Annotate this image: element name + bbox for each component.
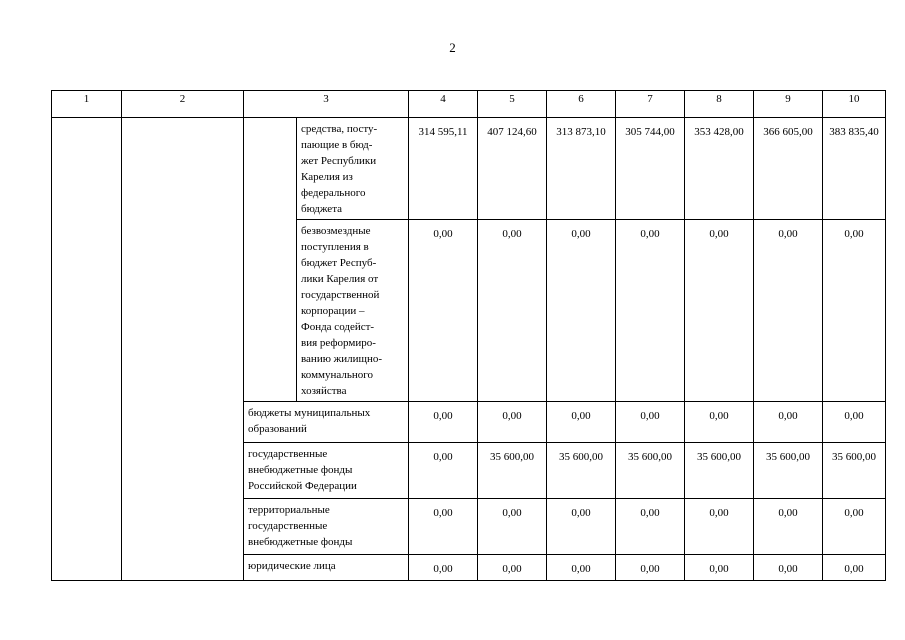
row-label: государственные внебюджетные фонды Российской Федерации bbox=[244, 443, 409, 499]
value-cell: 0,00 bbox=[547, 555, 616, 581]
value-cell: 0,00 bbox=[478, 402, 547, 443]
value-cell: 0,00 bbox=[823, 220, 886, 402]
value-cell: 383 835,40 bbox=[823, 118, 886, 220]
value-cell: 35 600,00 bbox=[823, 443, 886, 499]
value-cell: 0,00 bbox=[409, 220, 478, 402]
value-cell: 407 124,60 bbox=[478, 118, 547, 220]
value-cell: 0,00 bbox=[685, 402, 754, 443]
value-cell: 0,00 bbox=[685, 499, 754, 555]
value-cell: 0,00 bbox=[478, 499, 547, 555]
value-cell: 0,00 bbox=[547, 499, 616, 555]
value-cell: 0,00 bbox=[478, 220, 547, 402]
value-cell: 0,00 bbox=[409, 499, 478, 555]
value-cell: 314 595,11 bbox=[409, 118, 478, 220]
value-cell: 0,00 bbox=[823, 555, 886, 581]
header-cell-1: 1 bbox=[52, 91, 122, 118]
value-cell: 0,00 bbox=[685, 555, 754, 581]
row-label: юридические лица bbox=[244, 555, 409, 581]
value-cell: 35 600,00 bbox=[685, 443, 754, 499]
value-cell: 0,00 bbox=[754, 499, 823, 555]
value-cell: 353 428,00 bbox=[685, 118, 754, 220]
value-cell: 35 600,00 bbox=[478, 443, 547, 499]
value-cell: 0,00 bbox=[754, 402, 823, 443]
value-cell: 35 600,00 bbox=[547, 443, 616, 499]
header-cell-8: 8 bbox=[685, 91, 754, 118]
value-cell: 35 600,00 bbox=[754, 443, 823, 499]
budget-table bbox=[51, 90, 886, 581]
header-cell-2: 2 bbox=[122, 91, 244, 118]
value-cell: 0,00 bbox=[616, 402, 685, 443]
value-cell: 0,00 bbox=[409, 402, 478, 443]
value-cell: 0,00 bbox=[823, 499, 886, 555]
header-cell-3: 3 bbox=[244, 91, 409, 118]
table-row bbox=[52, 118, 886, 220]
value-cell: 0,00 bbox=[409, 555, 478, 581]
header-row bbox=[52, 91, 886, 118]
row-label: территориальные государственные внебюджетные фонды bbox=[244, 499, 409, 555]
value-cell: 305 744,00 bbox=[616, 118, 685, 220]
value-cell: 313 873,10 bbox=[547, 118, 616, 220]
value-cell: 0,00 bbox=[754, 555, 823, 581]
value-cell: 0,00 bbox=[478, 555, 547, 581]
page-number: 2 bbox=[449, 40, 456, 55]
header-cell-4: 4 bbox=[409, 91, 478, 118]
value-cell: 0,00 bbox=[616, 555, 685, 581]
value-cell: 0,00 bbox=[547, 402, 616, 443]
value-cell: 35 600,00 bbox=[616, 443, 685, 499]
value-cell: 0,00 bbox=[616, 499, 685, 555]
header-cell-6: 6 bbox=[547, 91, 616, 118]
header-cell-10: 10 bbox=[823, 91, 886, 118]
value-cell: 0,00 bbox=[685, 220, 754, 402]
value-cell: 0,00 bbox=[616, 220, 685, 402]
value-cell: 0,00 bbox=[409, 443, 478, 499]
header-cell-7: 7 bbox=[616, 91, 685, 118]
row-label: бюджеты муниципальных образований bbox=[244, 402, 409, 443]
column-1-cell bbox=[52, 118, 122, 581]
value-cell: 0,00 bbox=[823, 402, 886, 443]
row-label: безвозмездные поступления в бюджет Респуб- лики Карелия от государственной корпорации – Фонда содейст- вия реформиро- ванию жилищно- коммунального хозяйства bbox=[297, 220, 409, 402]
indent-cell bbox=[244, 118, 297, 402]
column-2-cell bbox=[122, 118, 244, 581]
value-cell: 366 605,00 bbox=[754, 118, 823, 220]
row-label: средства, посту- пающие в бюд- жет Республики Карелия из федерального бюджета bbox=[297, 118, 409, 220]
header-cell-9: 9 bbox=[754, 91, 823, 118]
header-cell-5: 5 bbox=[478, 91, 547, 118]
value-cell: 0,00 bbox=[754, 220, 823, 402]
value-cell: 0,00 bbox=[547, 220, 616, 402]
